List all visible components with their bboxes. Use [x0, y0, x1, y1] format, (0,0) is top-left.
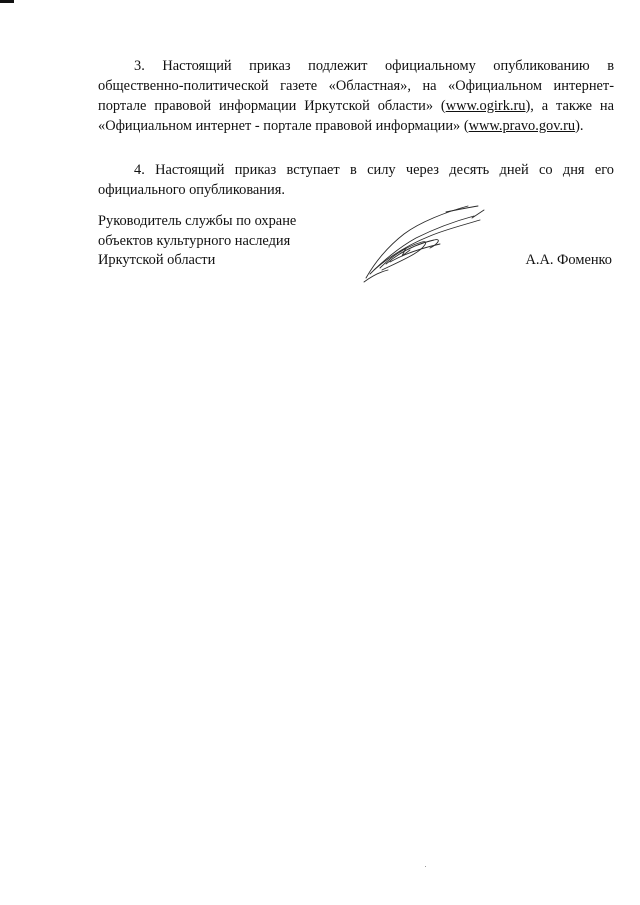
- signer-position: [98, 212, 296, 271]
- paragraph-3-suffix: ).: [575, 118, 584, 134]
- link-ogirk[interactable]: www.ogirk.ru: [445, 98, 526, 114]
- scan-speck: [425, 866, 426, 867]
- signer-position-line-1: Руководитель службы по охране: [98, 213, 297, 229]
- paragraph-4: 4. Настоящий приказ вступает в силу через десять дней со дня его официального опубликования.: [98, 162, 614, 198]
- paragraph-3: [98, 56, 614, 136]
- document-body: [98, 56, 614, 200]
- link-pravo[interactable]: www.pravo.gov.ru: [468, 118, 576, 134]
- paragraph-3-prefix: 3. Настоящий приказ подлежит официальному опубликованию в общественно-политической газете «Областная», на «Официальном интернет-портале правовой информации Иркутской области» (: [98, 58, 614, 114]
- scan-corner-mark: [0, 0, 14, 3]
- signature-block: [98, 212, 614, 282]
- handwritten-signature: [360, 204, 490, 284]
- signer-position-line-3: Иркутской области: [98, 252, 216, 268]
- signer-name: А.А. Фоменко: [525, 252, 612, 268]
- paragraph-3-middle: ), а также на «Официальном интернет - портале правовой информации» (: [98, 98, 614, 134]
- signer-position-line-2: объектов культурного наследия: [98, 232, 291, 249]
